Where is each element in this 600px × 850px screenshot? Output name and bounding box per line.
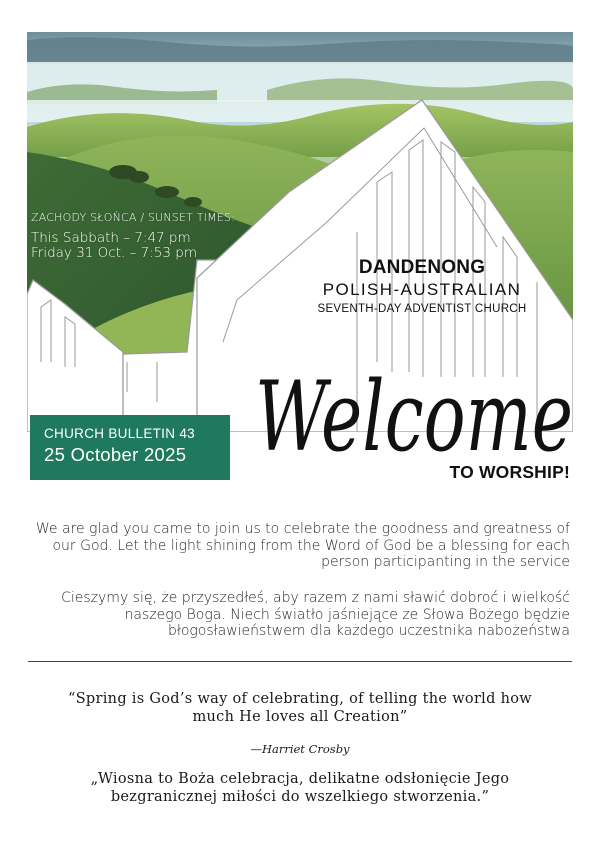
section-divider	[28, 661, 572, 662]
bulletin-badge	[30, 415, 230, 480]
to-worship-heading: TO WORSHIP!	[449, 462, 570, 482]
welcome-script-heading	[252, 358, 577, 468]
welcome-script-text: Welcome	[255, 361, 573, 468]
church-name-line3: SEVENTH-DAY ADVENTIST CHURCH	[317, 303, 527, 315]
quote-author: —Harriet Crosby	[250, 742, 350, 756]
intro-polish: Cieszymy się, że przyszedłeś, aby razem z nami sławić dobroć i wielkość naszego Boga. Niech światło jaśniejące ze Słowa Bożego będzie błogosławieństwem dla każdego uczestnika nabożeństwa	[61, 590, 570, 639]
quote-polish: „Wiosna to Boża celebracja, delikatne odsłonięcie Jego bezgranicznej miłości do wszelkiego stworzenia.”	[90, 771, 510, 805]
church-name	[272, 256, 572, 317]
bulletin-date: 25 October 2025	[44, 444, 187, 465]
quote-english: “Spring is God’s way of celebrating, of telling the world how much He loves all Creation”	[67, 691, 532, 725]
church-name-line2: POLISH-AUSTRALIAN	[322, 280, 522, 299]
friday-sunset-time: Friday 31 Oct. – 7:53 pm	[31, 245, 197, 261]
intro-english: We are glad you came to join us to celebrate the goodness and greatness of our God. Let the light shining from the Word of God be a blessing for each person participanting in the service	[35, 521, 570, 570]
sunset-times-heading: ZACHODY SŁOŃCA / SUNSET TIMES:	[31, 211, 236, 224]
bulletin-number: CHURCH BULLETIN 43	[44, 426, 195, 441]
church-name-line1: DANDENONG	[358, 257, 486, 278]
sunset-times	[31, 211, 235, 261]
sabbath-sunset-time: This Sabbath – 7:47 pm	[31, 230, 191, 246]
